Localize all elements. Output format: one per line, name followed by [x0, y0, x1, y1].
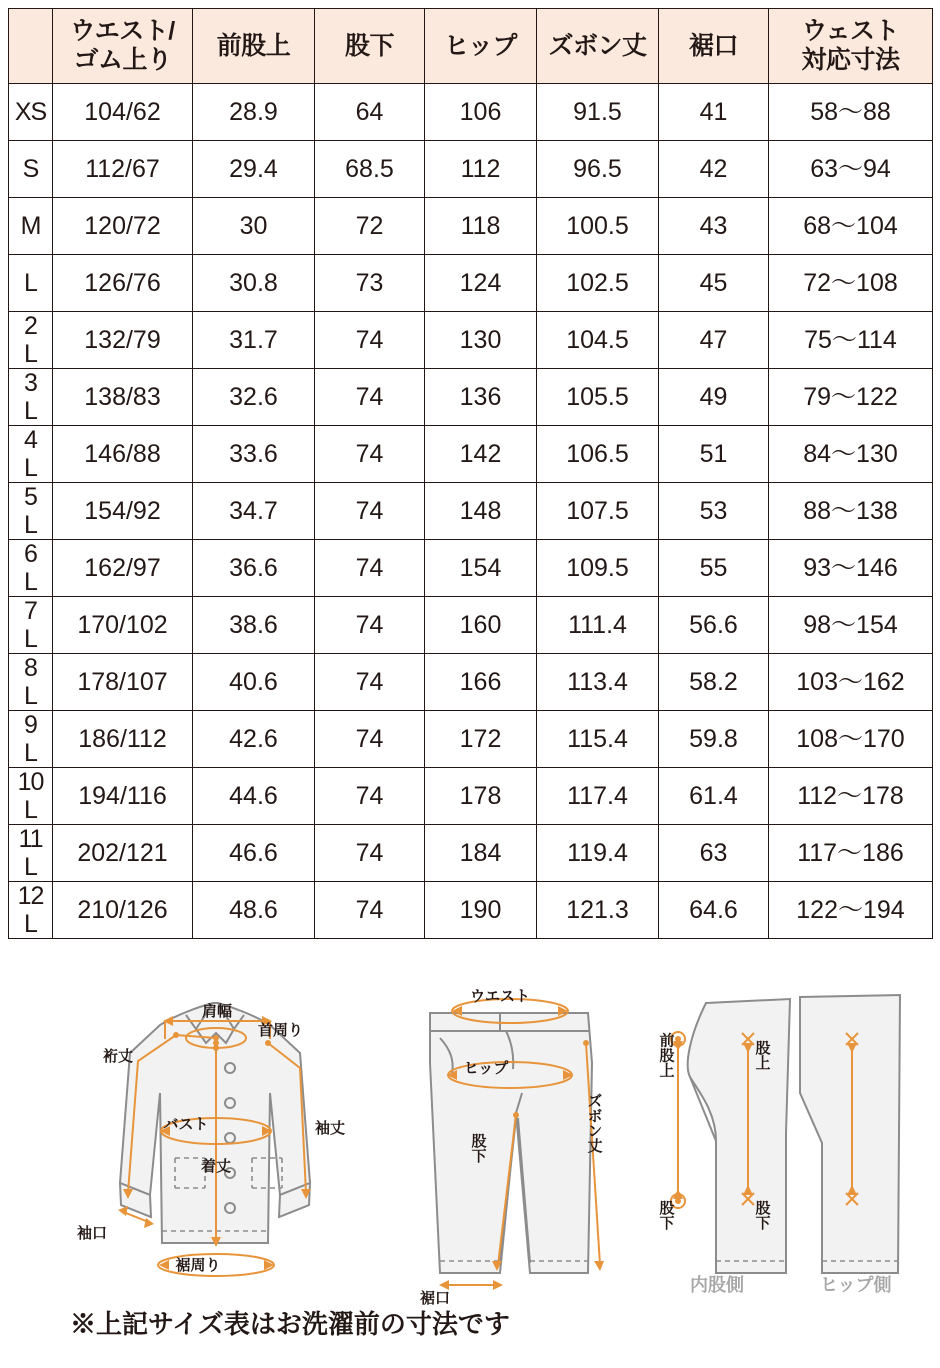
cell-waist-fit: 108〜170: [769, 711, 933, 768]
table-body: [9, 84, 933, 939]
table-row: [9, 84, 933, 141]
cell-hem: 53: [659, 483, 769, 540]
cell-pants-length: 96.5: [537, 141, 659, 198]
table-row: [9, 369, 933, 426]
cell-waist-fit: 112〜178: [769, 768, 933, 825]
size-table: [8, 8, 933, 939]
cell-front-rise: 30: [193, 198, 315, 255]
cell-waist: 138/83: [53, 369, 193, 426]
cell-hem: 55: [659, 540, 769, 597]
table-row: [9, 426, 933, 483]
cell-inseam: 64: [315, 84, 425, 141]
cell-front-rise: 32.6: [193, 369, 315, 426]
cell-size: S: [9, 141, 53, 198]
column-header-front-rise: 前股上: [193, 9, 315, 84]
label-pants-length: ズボン丈: [585, 1093, 603, 1153]
cell-inseam: 74: [315, 597, 425, 654]
cell-waist: 132/79: [53, 312, 193, 369]
cell-size-line2: L: [24, 739, 37, 767]
cell-inseam: 74: [315, 825, 425, 882]
cell-waist-fit: 72〜108: [769, 255, 933, 312]
cell-front-rise: 36.6: [193, 540, 315, 597]
pants-illustration: [419, 988, 604, 1307]
cell-hip: 106: [425, 84, 537, 141]
label-cuff: 袖口: [76, 1225, 108, 1242]
cell-hip: 148: [425, 483, 537, 540]
cell-pants-length: 102.5: [537, 255, 659, 312]
cell-waist: 146/88: [53, 426, 193, 483]
column-header-hem: 裾口: [659, 9, 769, 84]
cell-size-line1: 3: [24, 369, 37, 397]
cell-waist: 186/112: [53, 711, 193, 768]
cell-inseam: 74: [315, 426, 425, 483]
cell-size: [9, 768, 53, 825]
cell-size-line2: L: [24, 682, 37, 710]
table-row: [9, 597, 933, 654]
table-row: [9, 540, 933, 597]
cell-hip: 142: [425, 426, 537, 483]
cell-size: [9, 654, 53, 711]
table-row: [9, 312, 933, 369]
cell-size: [9, 426, 53, 483]
table-header: [9, 9, 933, 84]
cell-size-line2: L: [24, 625, 37, 653]
cell-front-rise: 48.6: [193, 882, 315, 939]
cell-waist: 170/102: [53, 597, 193, 654]
cell-hem: 58.2: [659, 654, 769, 711]
table-row: [9, 711, 933, 768]
cell-pants-length: 117.4: [537, 768, 659, 825]
cell-front-rise: 31.7: [193, 312, 315, 369]
cell-size: [9, 882, 53, 939]
table-row: [9, 255, 933, 312]
cell-waist: 202/121: [53, 825, 193, 882]
cell-hip: 112: [425, 141, 537, 198]
cell-size-line1: 8: [24, 654, 37, 682]
cell-size: [9, 825, 53, 882]
cell-pants-length: 91.5: [537, 84, 659, 141]
cell-front-rise: 30.8: [193, 255, 315, 312]
cell-size-line1: 7: [24, 597, 37, 625]
cell-inseam: 72: [315, 198, 425, 255]
cell-hem: 64.6: [659, 882, 769, 939]
table-row: [9, 654, 933, 711]
cell-size-line1: 4: [24, 426, 37, 454]
column-header-inseam: 股下: [315, 9, 425, 84]
label-pants-waist: ウエスト: [469, 988, 531, 1005]
cell-size-line1: 2: [24, 312, 37, 340]
cell-waist-fit: 63〜94: [769, 141, 933, 198]
cell-waist-fit: 103〜162: [769, 654, 933, 711]
cell-waist-fit: 75〜114: [769, 312, 933, 369]
cell-waist-fit: 93〜146: [769, 540, 933, 597]
cell-size-line2: L: [24, 397, 37, 425]
cell-inseam: 68.5: [315, 141, 425, 198]
size-chart-page: [0, 8, 940, 1368]
cell-size-line2: L: [24, 568, 37, 596]
table-header-row: [9, 9, 933, 84]
cell-waist-fit: 58〜88: [769, 84, 933, 141]
cell-front-rise: 34.7: [193, 483, 315, 540]
table-row: [9, 825, 933, 882]
cell-hip: 124: [425, 255, 537, 312]
cell-waist: 162/97: [53, 540, 193, 597]
cell-waist: 104/62: [53, 84, 193, 141]
cell-pants-length: 109.5: [537, 540, 659, 597]
cell-waist: 112/67: [53, 141, 193, 198]
cell-hip: 178: [425, 768, 537, 825]
label-detail-inseam-left: 股下: [657, 1200, 675, 1230]
cell-inseam: 74: [315, 882, 425, 939]
footnote: ※上記サイズ表はお洗濯前の寸法です: [70, 1309, 510, 1339]
cell-waist: 178/107: [53, 654, 193, 711]
cell-pants-length: 105.5: [537, 369, 659, 426]
label-neck: 首周り: [258, 1022, 304, 1039]
cell-front-rise: 38.6: [193, 597, 315, 654]
cell-pants-length: 119.4: [537, 825, 659, 882]
column-header-waist-fit: [769, 9, 933, 84]
cell-size-line2: L: [24, 511, 37, 539]
cell-waist-fit: 68〜104: [769, 198, 933, 255]
cell-size: [9, 369, 53, 426]
cell-front-rise: 46.6: [193, 825, 315, 882]
measurement-illustrations: [0, 943, 940, 1343]
cell-waist-fit: 79〜122: [769, 369, 933, 426]
cell-hip: 154: [425, 540, 537, 597]
cell-pants-length: 106.5: [537, 426, 659, 483]
cell-hip: 160: [425, 597, 537, 654]
cell-pants-length: 113.4: [537, 654, 659, 711]
cell-hem: 43: [659, 198, 769, 255]
label-hip-side: ヒップ側: [820, 1275, 892, 1295]
column-header-size: [9, 9, 53, 84]
cell-pants-length: 107.5: [537, 483, 659, 540]
rise-detail-illustration: [658, 995, 901, 1295]
cell-hem: 49: [659, 369, 769, 426]
cell-front-rise: 29.4: [193, 141, 315, 198]
cell-hem: 51: [659, 426, 769, 483]
cell-hem: 47: [659, 312, 769, 369]
cell-inseam: 74: [315, 312, 425, 369]
cell-size: [9, 312, 53, 369]
cell-inseam: 74: [315, 483, 425, 540]
cell-front-rise: 42.6: [193, 711, 315, 768]
cell-hem: 45: [659, 255, 769, 312]
column-header-waist-line2: ゴム上り: [73, 46, 172, 74]
cell-hip: 130: [425, 312, 537, 369]
cell-size-line2: L: [24, 454, 37, 482]
cell-hem: 59.8: [659, 711, 769, 768]
label-yoke-length: 裄丈: [102, 1048, 134, 1065]
cell-hip: 172: [425, 711, 537, 768]
column-header-waist-fit-line2: 対応寸法: [801, 46, 900, 74]
cell-pants-length: 104.5: [537, 312, 659, 369]
cell-pants-length: 111.4: [537, 597, 659, 654]
cell-hip: 136: [425, 369, 537, 426]
cell-hip: 166: [425, 654, 537, 711]
label-body-length: 着丈: [200, 1158, 232, 1175]
cell-front-rise: 44.6: [193, 768, 315, 825]
cell-size: [9, 711, 53, 768]
cell-size: XS: [9, 84, 53, 141]
cell-hem: 41: [659, 84, 769, 141]
column-header-waist-line1: ウエスト/: [70, 17, 175, 46]
table-row: [9, 768, 933, 825]
cell-waist-fit: 84〜130: [769, 426, 933, 483]
cell-size-line1: 9: [24, 711, 37, 739]
label-shoulder-width: 肩幅: [201, 1003, 233, 1020]
label-rise: 股上: [753, 1040, 771, 1070]
cell-size: [9, 540, 53, 597]
cell-size: [9, 597, 53, 654]
cell-waist: 210/126: [53, 882, 193, 939]
cell-inseam: 74: [315, 654, 425, 711]
column-header-waist: [53, 9, 193, 84]
label-pants-inseam: 股下: [469, 1133, 487, 1163]
cell-hip: 190: [425, 882, 537, 939]
cell-size-line1: 5: [24, 483, 37, 511]
cell-pants-length: 100.5: [537, 198, 659, 255]
cell-size-line1: 12: [17, 882, 44, 910]
cell-inseam: 74: [315, 369, 425, 426]
cell-size: L: [9, 255, 53, 312]
cell-hem: 56.6: [659, 597, 769, 654]
table-row: [9, 882, 933, 939]
cell-waist: 126/76: [53, 255, 193, 312]
label-inner-side: 内股側: [690, 1275, 744, 1295]
cell-hip: 118: [425, 198, 537, 255]
table-row: [9, 141, 933, 198]
label-front-rise: 前股上: [657, 1032, 675, 1078]
cell-size-line1: 6: [24, 540, 37, 568]
column-header-pants-length: ズボン丈: [537, 9, 659, 84]
column-header-hip: ヒップ: [425, 9, 537, 84]
cell-size-line2: L: [24, 910, 37, 938]
cell-inseam: 74: [315, 711, 425, 768]
cell-pants-length: 115.4: [537, 711, 659, 768]
cell-inseam: 74: [315, 768, 425, 825]
jacket-illustration: [77, 1002, 345, 1276]
cell-inseam: 73: [315, 255, 425, 312]
cell-size-line2: L: [24, 340, 37, 368]
cell-waist-fit: 117〜186: [769, 825, 933, 882]
label-bust: バスト: [163, 1116, 209, 1133]
label-pants-hip: ヒップ: [463, 1060, 509, 1077]
label-detail-inseam-right: 股下: [753, 1200, 771, 1230]
cell-hem: 61.4: [659, 768, 769, 825]
cell-pants-length: 121.3: [537, 882, 659, 939]
cell-hem: 63: [659, 825, 769, 882]
cell-front-rise: 40.6: [193, 654, 315, 711]
cell-waist: 194/116: [53, 768, 193, 825]
table-row: [9, 483, 933, 540]
label-sleeve-length: 袖丈: [314, 1120, 346, 1137]
cell-size-line1: 10: [17, 768, 44, 796]
cell-waist-fit: 98〜154: [769, 597, 933, 654]
cell-size-line2: L: [24, 853, 37, 881]
cell-waist: 120/72: [53, 198, 193, 255]
label-pants-hem: 裾口: [419, 1290, 451, 1307]
cell-front-rise: 28.9: [193, 84, 315, 141]
cell-size: M: [9, 198, 53, 255]
cell-inseam: 74: [315, 540, 425, 597]
column-header-waist-fit-line1: ウェスト: [801, 17, 899, 46]
cell-size-line2: L: [24, 796, 37, 824]
label-hem-round: 裾周り: [175, 1257, 221, 1274]
cell-size: [9, 483, 53, 540]
cell-front-rise: 33.6: [193, 426, 315, 483]
cell-hip: 184: [425, 825, 537, 882]
cell-size-line1: 11: [18, 825, 43, 853]
cell-waist-fit: 122〜194: [769, 882, 933, 939]
cell-hem: 42: [659, 141, 769, 198]
cell-waist: 154/92: [53, 483, 193, 540]
cell-waist-fit: 88〜138: [769, 483, 933, 540]
table-row: [9, 198, 933, 255]
